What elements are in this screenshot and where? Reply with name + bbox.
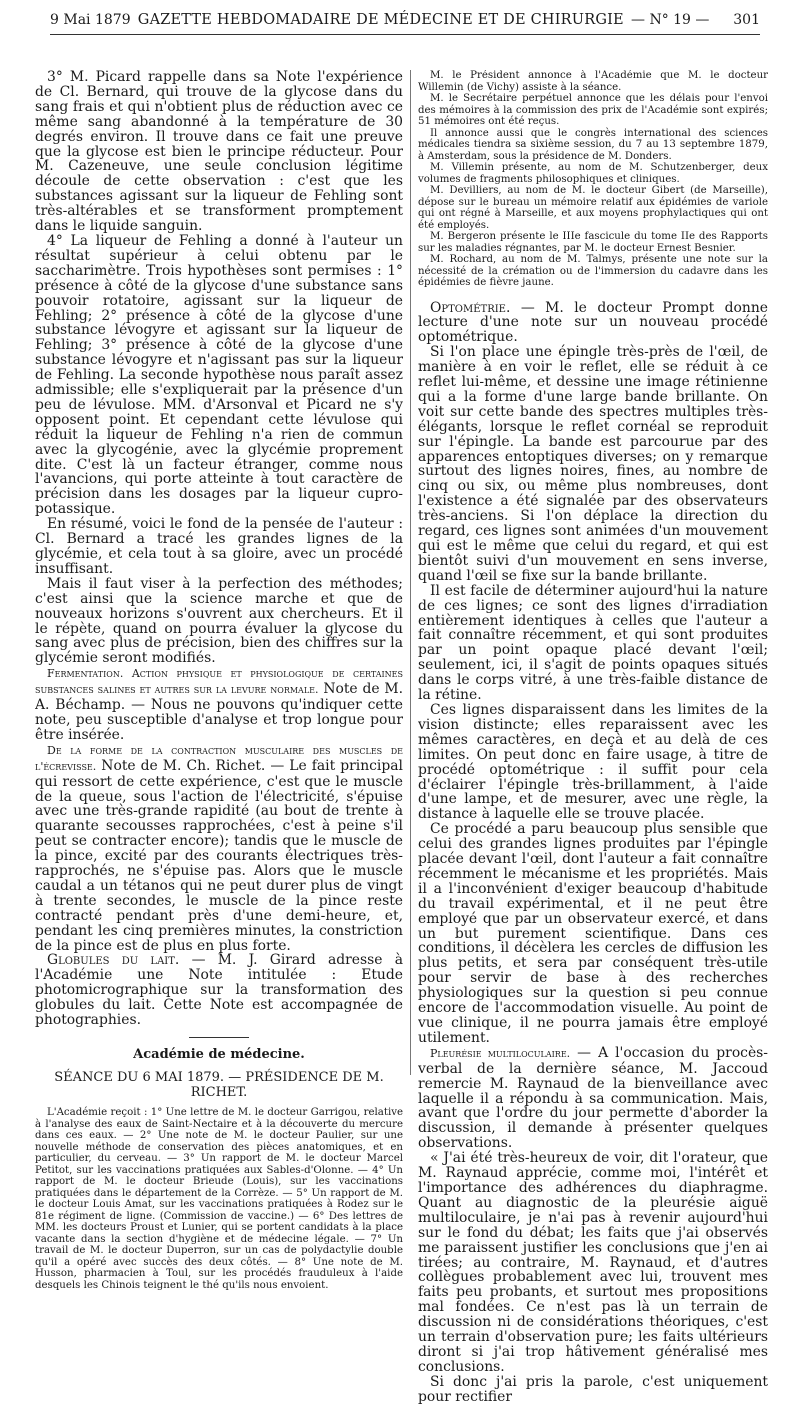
academy-heading: Académie de médecine. xyxy=(133,1047,305,1062)
paragraph: Ces lignes disparaissent dans les limites de la vision distincte; elles reparaissent avec les mêmes caractères, en deçà et au delà de ces limites. On peut donc en faire usage, à titre de procédé optométrique : il suffit pour cela d'éclairer l'épingle très-brillamment, à l'aide d'une lampe, et de mesurer, avec une règle, la distance à laquelle elle se trouve placée. xyxy=(418,701,768,823)
section-heading: Fermentation. Action physique et physiologique de certaines substances salines et autres sur la levure normale. xyxy=(35,667,403,697)
left-column xyxy=(35,70,403,1291)
notice: M. Devilliers, au nom de M. le docteur Gibert (de Marseille), dépose sur le bureau un mémoire relatif aux épidémies de variole qui ont régné à Marseille, et aux moyens prophylactiques qui ont été employés. xyxy=(418,185,768,231)
paragraph: Mais il faut viser à la perfection des méthodes; c'est ainsi que la science marche et que de nouveaux horizons s'ouvrent aux chercheurs. Et il le répète, quand on pourra évaluer la glycose du sang avec plus de précision, bien des chiffres sur la glycémie seront modifiés. xyxy=(35,575,403,667)
notice: M. le Président annonce à l'Académie que M. le docteur Willemin (de Vichy) assiste à la séance. xyxy=(418,70,768,93)
paragraph: Si l'on place une épingle très-près de l'œil, de manière à en voir le reflet, elle se réduit à ce reflet lui-même, et dessine une image rétinienne qui a la forme d'une large bande brillante. On voit sur cette bande des spectres multiples très-élégants, lorsque le reflet cornéal se reproduit sur l'épingle. La bande est parcourue par des apparences entoptiques diverses; on y remarque surtout des lignes noires, fines, au nombre de cinq ou six, ou même plus nombreuses, dont l'existence a été signalée par des observateurs très-anciens. Si l'on déplace la direction du regard, ces lignes sont animées d'un mouvement qui est le même que celui du regard, et qui est bientôt suivi d'un mouvement en sens inverse, quand l'œil se fixe sur la bande brillante. xyxy=(418,344,768,584)
header-date: 9 Mai 1879 xyxy=(50,12,131,28)
notice: M. Bergeron présente le IIIe fascicule du tome IIe des Rapports sur les maladies régnantes, par M. le docteur Ernest Besnier. xyxy=(418,231,768,254)
notice: Il annonce aussi que le congrès international des sciences médicales tiendra sa sixième session, du 7 au 13 septembre 1879, à Amsterdam, sous la présidence de M. Donders. xyxy=(418,127,768,162)
issue-number: — N° 19 — xyxy=(631,12,710,28)
section-heading: De la forme de la contraction musculaire des muscles de l'écrevisse. xyxy=(35,743,403,773)
paragraph: Si donc j'ai pris la parole, c'est uniquement pour rectifier xyxy=(418,1373,768,1405)
fermentation-item xyxy=(35,666,403,743)
item-text: Note de M. Ch. Richet. — Le fait principal qui ressort de cette expérience, c'est que le muscle de la queue, sous l'action de l'électricité, s'épuise avec une très-grande rapidité (au bout de trente à quarante secousses rapprochées, c'est à peine s'il peut se contracter encore); tandis que le muscle de la pince, excité par des courants électriques très-rapprochés, ne s'épuise pas. Alors que le muscle caudal a un tétanos qui ne peut durer plus de vingt à trente secondes, le muscle de la pince reste contracté pendant près d'une demi-heure, et, pendant les cinq premières minutes, la constriction de la pince est de plus en plus forte. xyxy=(35,757,403,954)
page-number: 301 xyxy=(733,12,760,28)
paragraph: En résumé, voici le fond de la pensée de l'auteur : Cl. Bernard a tracé les grandes lignes de la glycémie, et cela tout à sa gloire, avec un procédé insuffisant. xyxy=(35,516,403,577)
contraction-item xyxy=(35,743,403,954)
section-heading: Optométrie. xyxy=(430,299,511,316)
item-text: — M. le docteur Prompt donne lecture d'une note sur un nouveau procédé optométrique. xyxy=(418,299,768,346)
section-heading: Globules du lait. xyxy=(47,952,180,969)
item-text: — M. J. Girard adresse à l'Académie une Note intitulée : Etude photomicrographique sur la transformation des globules du lait. Cette Note est accompagnée de photographies. xyxy=(35,952,403,1029)
item-text: Note de M. A. Béchamp. — Nous ne pouvons qu'indiquer cette note, peu susceptible d'analyse et trop longue pour être insérée. xyxy=(35,681,403,743)
page-header xyxy=(50,10,760,35)
paragraph: 3° M. Picard rappelle dans sa Note l'expérience de Cl. Bernard, qui trouve de la glycose dans du sang frais et qui n'obtient plus de réduction avec ce même sang abandonné à la température de 30 degrés environ. Il trouve dans ce fait une preuve que la glycose est bien le principe réducteur. Pour M. Cazeneuve, une seule conclusion légitime découle de cette observation : c'est que les substances agissant sur la liqueur de Fehling sont très-altérables et se transforment promptement dans le liquide sanguin. xyxy=(35,70,403,235)
pleurisy-item xyxy=(418,1046,768,1151)
notice: M. Rochard, au nom de M. Talmys, présente une note sur la nécessité de la crémation ou de l'immersion du cadavre dans les épidémies de fièvre jaune. xyxy=(418,254,768,288)
section-heading: Pleurésie multiloculaire. xyxy=(430,1046,571,1060)
journal-title: GAZETTE HEBDOMADAIRE DE MÉDECINE ET DE CHIRURGIE xyxy=(137,12,624,28)
item-text: — A l'occasion du procès-verbal de la dernière séance, M. Jaccoud remercie M. Raynaud de la bienveillance avec laquelle il a répondu à sa communication. Mais, avant que l'ordre du jour permette d'aborder la discussion, il demande à présenter quelques observations. xyxy=(418,1044,768,1152)
column-rule xyxy=(410,70,411,1075)
separator-rule xyxy=(189,1037,249,1038)
right-column xyxy=(418,70,768,1405)
notice: M. Villemin présente, au nom de M. Schutzenberger, deux volumes de fragments philosophiques et cliniques. xyxy=(418,162,768,185)
optometry-item xyxy=(418,301,768,346)
paragraph: Il est facile de déterminer aujourd'hui la nature de ces lignes; ce sont des lignes d'irradiation entièrement identiques à celles que l'auteur a fait connaître récemment, et qui sont produites par un point opaque placé devant l'œil; seulement, ici, il s'agit de points opaques situés dans le corps vitré, à une très-faible distance de la rétine. xyxy=(418,582,768,704)
paragraph: 4° La liqueur de Fehling a donné à l'auteur un résultat supérieur à celui obtenu par le saccharimètre. Trois hypothèses sont permises : 1° présence à côté de la glycose d'une substance sans pouvoir rotatoire, agissant sur la liqueur de Fehling; 2° présence à côté de la glycose d'une substance lévogyre et agissant sur la liqueur de Fehling; 3° présence à côté de la glycose d'une substance lévogyre et n'agissant pas sur la liqueur de Fehling. La seconde hypothèse nous paraît assez admissible; elle s'expliquerait par la présence d'un peu de lévulose. MM. d'Arsonval et Picard ne s'y opposent point. Et cependant cette lévulose qui réduit la liqueur de Fehling n'a rien de commun avec la glycogénie, avec la glycémie proprement dite. C'est là un facteur étranger, comme nous l'avancions, qui porte atteinte à tout caractère de précision dans les dosages par la liqueur cupro-potassique. xyxy=(35,232,403,518)
session-heading: SÉANCE DU 6 MAI 1879. — PRÉSIDENCE DE M. RICHET. xyxy=(54,1070,384,1100)
notice: M. le Secrétaire perpétuel annonce que les délais pour l'envoi des mémoires à la commission des prix de l'Académie sont expirés; 51 mémoires ont été reçus. xyxy=(418,93,768,127)
paragraph: Ce procédé a paru beaucoup plus sensible que celui des grandes lignes produites par l'épingle placée devant l'œil, dont l'auteur a fait connaître récemment le mécanisme et les propriétés. Mais il a l'inconvénient d'exiger beaucoup d'habitude du travail expérimental, et il ne peut être employé que par un observateur exercé, et dans un but purement scientifique. Dans ces conditions, il décèlera les cercles de diffusion les plus petits, et sera par conséquent très-utile pour servir de base à des recherches physiologiques sur la question si peu connue encore de l'accommodation visuelle. Au point de vue clinique, il ne pourra jamais être employé utilement. xyxy=(418,821,768,1046)
correspondence: L'Académie reçoit : 1° Une lettre de M. le docteur Garrigou, relative à l'analyse des eaux de Saint-Nectaire et à la découverte du mercure dans ces eaux. — 2° Une note de M. le docteur Paulier, sur une nouvelle méthode de conservation des pièces anatomiques, et en particulier, du cerveau. — 3° Un rapport de M. le docteur Marcel Petitot, sur les vaccinations pratiquées aux Sables-d'Olonne. — 4° Un rapport de M. le docteur Brieude (Louis), sur les vaccinations pratiquées dans le département de la Corrèze. — 5° Un rapport de M. le docteur Louis Amat, sur les vaccinations pratiquées à Rodez sur le 81e régiment de ligne. (Commission de vaccine.) — 6° Des lettres de MM. les docteurs Proust et Lunier, qui se portent candidats à la place vacante dans la section d'hygiène et de médecine légale. — 7° Un travail de M. le docteur Duperron, sur un cas de polydactylie double qu'il a opéré avec succès des deux côtés. — 8° Une note de M. Husson, pharmacien à Toul, sur les procédés frauduleux à l'aide desquels les Chinois teignent le thé qu'ils nous envoient. xyxy=(35,1107,403,1291)
paragraph: « J'ai été très-heureux de voir, dit l'orateur, que M. Raynaud apprécie, comme moi, l'intérêt et l'importance des adhérences du diaphragme. Quant au diagnostic de la pleurésie aiguë multiloculaire, je n'ai pas à revenir aujourd'hui sur le fond du débat; les faits que j'ai observés me paraissent justifier les conclusions que j'en ai tirées; au contraire, M. Raynaud, et d'autres collègues probablement avec lui, trouvent mes faits peu probants, et surtout mes propositions mal fondées. Ce n'est pas là un terrain de discussion ni de considérations théoriques, c'est un terrain d'observation pure; les faits ultérieurs diront si j'ai trop hâtivement généralisé mes conclusions. xyxy=(418,1150,768,1375)
globules-item xyxy=(35,953,403,1028)
